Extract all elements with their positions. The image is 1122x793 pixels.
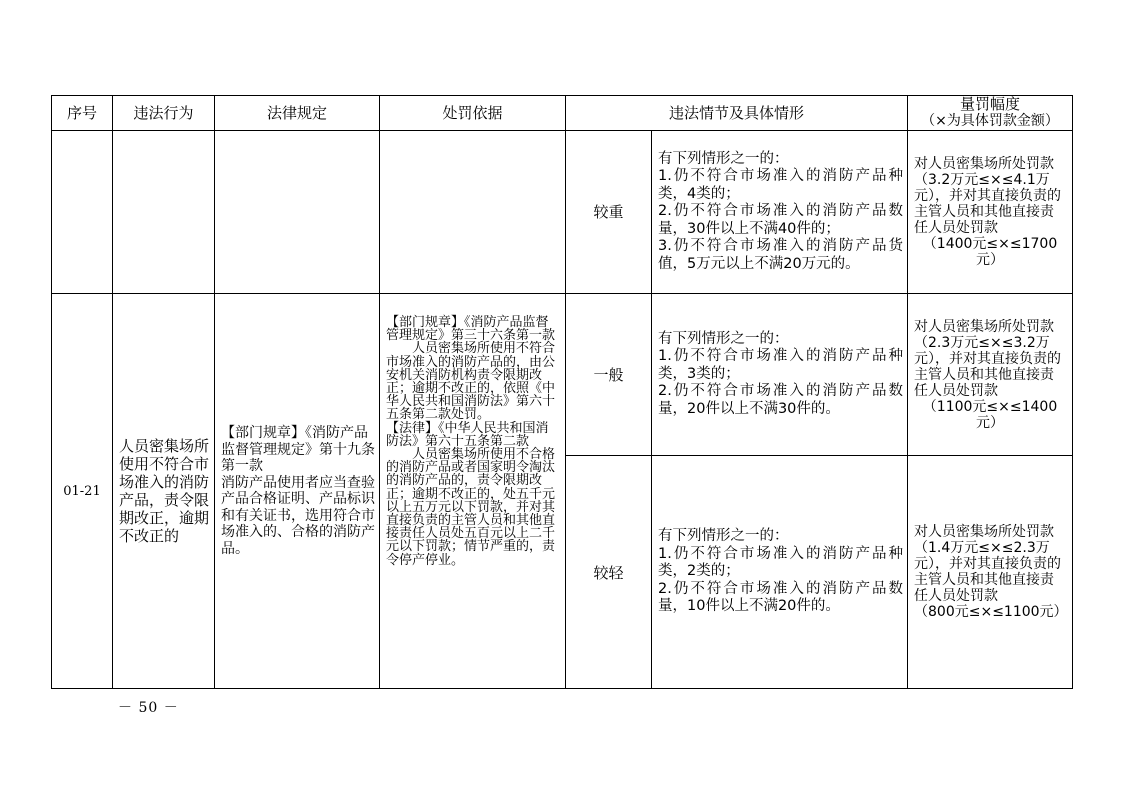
circumstance-cell — [652, 294, 908, 456]
penalty-cell — [908, 131, 1073, 294]
behavior-text: 人员密集场所使用不符合市场准入的消防产品，责令限期改正，逾期不改正的 — [119, 437, 210, 545]
header-range-note: （×为具体罚款金额） — [921, 113, 1059, 129]
header-seq: 序号 — [52, 96, 113, 131]
penalty-text: 对人员密集场所处罚款（1.4万元≤×≤2.3万元），并对其直接负责的主管人员和其他直接责任人员处罚款 — [914, 524, 1062, 604]
header-behavior: 违法行为 — [113, 96, 215, 131]
law-cell — [215, 294, 380, 689]
circumstance-cell — [652, 456, 908, 689]
severity-level: 一般 — [566, 294, 652, 456]
empty-cell — [215, 131, 380, 294]
behavior-cell — [113, 294, 215, 689]
empty-cell — [113, 131, 215, 294]
penalty-amount: （1400元≤×≤1700元） — [922, 236, 1058, 268]
law-text: 【部门规章】《消防产品监督管理规定》第十九条第一款 消防产品使用者应当查验产品合格证明、产品标识和有关证书，选用符合市场准入的、合格的消防产品。 — [221, 425, 375, 557]
circumstance-text: 有下列情形之一的： 1.仍不符合市场准入的消防产品种类，4类的； 2.仍不符合市场准入的消防产品数量，30件以上不满40件的； 3.仍不符合市场准入的消防产品货值，5万元以上不满20万元的。 — [658, 150, 904, 272]
header-law: 法律规定 — [215, 96, 380, 131]
penalty-content — [908, 524, 1072, 620]
penalty-amount: （1100元≤×≤1400元） — [922, 398, 1058, 431]
header-range-title: 量罚幅度 — [960, 95, 1021, 113]
empty-cell — [380, 131, 566, 294]
empty-cell — [52, 131, 113, 294]
penalty-cell — [908, 456, 1073, 689]
header-row — [52, 96, 1073, 131]
basis-cell — [380, 294, 566, 689]
item-number: 01-21 — [52, 294, 113, 689]
basis-law-title: 【法律】《中华人民共和国消防法》第六十五条第二款 — [386, 420, 549, 449]
severity-level: 较重 — [566, 131, 652, 294]
penalty-amount: （800元≤×≤1100元） — [914, 604, 1068, 620]
basis-regulation-title: 【部门规章】《消防产品监督管理规定》第三十六条第一款 — [386, 315, 556, 344]
severity-level: 较轻 — [566, 456, 652, 689]
header-basis: 处罚依据 — [380, 96, 566, 131]
penalty-standard-table — [51, 95, 1073, 689]
penalty-content — [908, 156, 1072, 268]
table-row — [52, 131, 1073, 294]
basis-law-text: 人员密集场所使用不合格的消防产品或者国家明令淘汰的消防产品的，责令限期改正；逾期不改正的，处五千元以上五万元以下罚款，并对其直接负责的主管人员和其他直接责任人员处五百元以上二千元以下罚款；情节严重的，责令停产停业。 — [386, 447, 556, 568]
circumstance-text: 有下列情形之一的： 1.仍不符合市场准入的消防产品种类，3类的； 2.仍不符合市场准入的消防产品数量，20件以上不满30件的。 — [658, 330, 904, 417]
penalty-content — [908, 319, 1072, 431]
basis-content — [380, 294, 565, 567]
page-number: － 50 － — [118, 700, 179, 716]
circumstance-cell — [652, 131, 908, 294]
header-circumstance: 违法情节及具体情形 — [566, 96, 908, 131]
circumstance-text: 有下列情形之一的： 1.仍不符合市场准入的消防产品种类，2类的； 2.仍不符合市场准入的消防产品数量，10件以上不满20件的。 — [658, 528, 904, 615]
header-range — [908, 96, 1073, 131]
penalty-cell — [908, 294, 1073, 456]
penalty-text: 对人员密集场所处罚款（2.3万元≤×≤3.2万元），并对其直接负责的主管人员和其他直接责任人员处罚款 — [914, 318, 1062, 399]
basis-regulation-text: 人员密集场所使用不符合市场准入的消防产品的，由公安机关消防机构责令限期改正；逾期不改正的，依照《中华人民共和国消防法》第六十五条第二款处罚。 — [386, 341, 556, 423]
table-row — [52, 294, 1073, 456]
penalty-text: 对人员密集场所处罚款（3.2万元≤×≤4.1万元），并对其直接负责的主管人员和其他直接责任人员处罚款 — [914, 156, 1062, 236]
